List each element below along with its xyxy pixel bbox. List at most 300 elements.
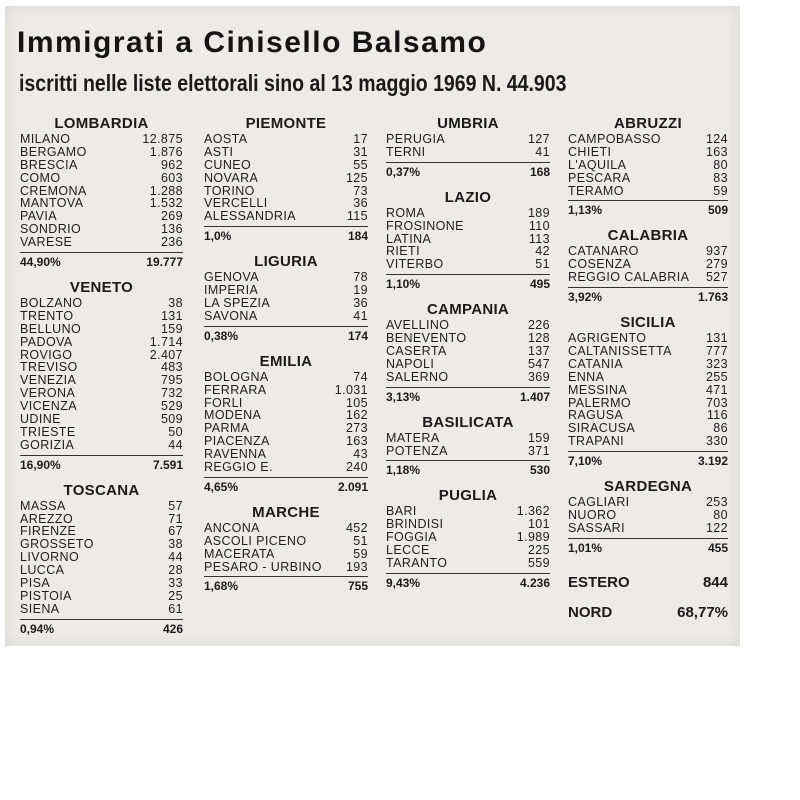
province-name: MESSINA bbox=[568, 382, 628, 397]
province-name: POTENZA bbox=[386, 443, 448, 458]
province-count: 51 bbox=[353, 533, 368, 548]
region-lombardia bbox=[20, 114, 183, 270]
province-name: REGGIO CALABRIA bbox=[568, 270, 690, 285]
region-sardegna bbox=[568, 477, 728, 556]
region-name: TOSCANA bbox=[63, 481, 140, 499]
region-total-row bbox=[386, 164, 550, 180]
divider-line bbox=[204, 326, 368, 327]
province-count: 19 bbox=[353, 283, 368, 298]
divider-line bbox=[568, 451, 728, 452]
province-count: 159 bbox=[160, 321, 183, 336]
province-name: AREZZO bbox=[20, 511, 74, 526]
province-name: FERRARA bbox=[204, 382, 267, 397]
province-row bbox=[568, 371, 728, 384]
province-count: 795 bbox=[160, 373, 183, 388]
divider-line bbox=[20, 619, 183, 620]
province-count: 59 bbox=[713, 183, 728, 198]
province-count: 31 bbox=[353, 144, 368, 159]
province-row bbox=[20, 133, 183, 146]
province-name: TERAMO bbox=[568, 183, 624, 198]
column-4 bbox=[568, 114, 728, 628]
province-count: 1.876 bbox=[149, 144, 183, 159]
nord-row bbox=[568, 598, 728, 628]
divider-line bbox=[386, 162, 550, 163]
region-total: 455 bbox=[707, 540, 728, 555]
region-total: 168 bbox=[529, 164, 550, 179]
province-count: 124 bbox=[705, 132, 728, 146]
province-row bbox=[204, 297, 368, 310]
province-row bbox=[568, 271, 728, 284]
region-name: SICILIA bbox=[620, 314, 676, 332]
divider-line bbox=[20, 455, 183, 456]
province-row bbox=[386, 207, 550, 220]
province-name: SIENA bbox=[20, 601, 60, 616]
region-total-row bbox=[568, 202, 728, 218]
region-total-row bbox=[20, 621, 183, 637]
region-total: 2.091 bbox=[337, 479, 368, 494]
province-count: 323 bbox=[705, 356, 728, 371]
province-name: GROSSETO bbox=[20, 537, 94, 552]
province-count: 529 bbox=[160, 399, 183, 414]
divider-line bbox=[204, 477, 368, 478]
province-name: RIETI bbox=[386, 244, 420, 259]
region-campania bbox=[386, 300, 550, 404]
province-count: 55 bbox=[353, 157, 368, 172]
province-name: MANTOVA bbox=[20, 196, 84, 211]
province-name: RAVENNA bbox=[204, 447, 267, 462]
province-name: LA SPEZIA bbox=[204, 296, 271, 311]
region-total-row bbox=[204, 479, 368, 495]
province-row bbox=[568, 185, 728, 198]
province-count: 17 bbox=[353, 132, 368, 146]
region-percent: 1,13% bbox=[568, 203, 603, 218]
province-row bbox=[20, 439, 183, 452]
nord-label: NORD bbox=[568, 603, 613, 621]
province-row bbox=[204, 371, 368, 384]
province-count: 57 bbox=[168, 498, 183, 513]
divider-line bbox=[568, 538, 728, 539]
province-row bbox=[204, 210, 368, 223]
province-name: SAVONA bbox=[204, 308, 258, 323]
province-row bbox=[568, 509, 728, 522]
province-row bbox=[20, 146, 183, 159]
province-count: 36 bbox=[353, 296, 368, 311]
region-name: UMBRIA bbox=[437, 115, 499, 132]
province-row bbox=[568, 159, 728, 172]
divider-line bbox=[204, 576, 368, 577]
province-count: 371 bbox=[527, 443, 550, 458]
region-percent: 0,37% bbox=[386, 164, 421, 179]
region-percent: 7,10% bbox=[568, 454, 603, 469]
province-count: 703 bbox=[705, 395, 728, 410]
region-name: PUGLIA bbox=[438, 487, 498, 505]
province-name: SONDRIO bbox=[20, 222, 82, 237]
region-percent: 1,68% bbox=[204, 579, 239, 594]
region-name: ABRUZZI bbox=[614, 115, 682, 132]
region-total-row bbox=[20, 457, 183, 473]
province-name: VARESE bbox=[20, 235, 73, 250]
region-total: 426 bbox=[162, 621, 183, 636]
province-row bbox=[20, 590, 183, 603]
province-count: 189 bbox=[527, 205, 550, 220]
province-count: 136 bbox=[160, 222, 183, 237]
region-total: 4.236 bbox=[519, 575, 550, 590]
province-count: 110 bbox=[528, 218, 550, 233]
province-row bbox=[204, 146, 368, 159]
region-percent: 4,65% bbox=[204, 479, 239, 494]
province-count: 163 bbox=[345, 434, 368, 449]
province-count: 163 bbox=[705, 144, 728, 159]
region-total: 174 bbox=[347, 328, 368, 343]
province-name: NAPOLI bbox=[386, 356, 435, 371]
province-name: CALTANISSETTA bbox=[568, 344, 672, 359]
divider-line bbox=[386, 460, 550, 461]
province-name: CATANARO bbox=[568, 244, 639, 259]
province-name: ASCOLI PICENO bbox=[204, 533, 307, 548]
province-row bbox=[204, 535, 368, 548]
province-count: 777 bbox=[705, 344, 728, 359]
province-name: ALESSANDRIA bbox=[204, 209, 296, 224]
region-total-row bbox=[386, 462, 550, 478]
region-toscana bbox=[20, 481, 183, 637]
region-total-row bbox=[568, 453, 728, 469]
province-name: VENEZIA bbox=[20, 373, 77, 388]
province-count: 80 bbox=[713, 157, 728, 172]
province-name: TREVISO bbox=[20, 360, 78, 375]
province-name: REGGIO E. bbox=[204, 460, 273, 475]
province-count: 41 bbox=[535, 144, 550, 159]
province-name: AGRIGENTO bbox=[568, 331, 647, 346]
province-row bbox=[568, 522, 728, 535]
province-name: TERNI bbox=[386, 144, 426, 159]
province-name: BERGAMO bbox=[20, 144, 87, 159]
province-count: 122 bbox=[705, 520, 728, 535]
province-row bbox=[204, 310, 368, 323]
region-basilicata bbox=[386, 413, 550, 479]
province-count: 452 bbox=[345, 520, 368, 535]
province-count: 131 bbox=[705, 331, 728, 346]
province-count: 732 bbox=[160, 386, 183, 401]
province-count: 113 bbox=[528, 231, 550, 246]
province-count: 2.407 bbox=[149, 347, 183, 362]
province-name: TRAPANI bbox=[568, 434, 625, 449]
province-count: 226 bbox=[527, 318, 550, 333]
province-row bbox=[204, 461, 368, 474]
province-name: PISA bbox=[20, 576, 51, 591]
province-count: 236 bbox=[160, 235, 183, 250]
province-count: 125 bbox=[345, 170, 368, 185]
province-name: FROSINONE bbox=[386, 218, 464, 233]
province-count: 547 bbox=[527, 356, 550, 371]
province-count: 471 bbox=[705, 382, 728, 397]
province-count: 61 bbox=[168, 601, 183, 616]
province-name: BELLUNO bbox=[20, 321, 82, 336]
province-row bbox=[568, 345, 728, 358]
province-name: ROMA bbox=[386, 205, 426, 220]
province-row bbox=[568, 358, 728, 371]
province-name: PADOVA bbox=[20, 334, 73, 349]
province-count: 1.714 bbox=[149, 334, 183, 349]
province-name: TARANTO bbox=[386, 556, 448, 571]
column-2 bbox=[204, 114, 368, 602]
province-row bbox=[204, 548, 368, 561]
province-name: L'AQUILA bbox=[568, 157, 627, 172]
region-total-row bbox=[20, 254, 183, 270]
province-name: UDINE bbox=[20, 412, 61, 427]
province-name: IMPERIA bbox=[204, 283, 259, 298]
province-row bbox=[20, 336, 183, 349]
province-row bbox=[568, 172, 728, 185]
province-name: LATINA bbox=[386, 231, 432, 246]
province-count: 86 bbox=[713, 421, 728, 436]
province-name: BARI bbox=[386, 504, 417, 519]
region-name: CALABRIA bbox=[607, 227, 689, 245]
region-lazio bbox=[386, 188, 550, 292]
province-row bbox=[204, 561, 368, 574]
province-row bbox=[20, 426, 183, 439]
region-marche bbox=[204, 503, 368, 595]
region-total: 1.763 bbox=[697, 290, 728, 305]
province-row bbox=[386, 220, 550, 233]
province-name: ROVIGO bbox=[20, 347, 73, 362]
province-count: 159 bbox=[527, 430, 550, 445]
province-name: COMO bbox=[20, 170, 61, 185]
province-row bbox=[386, 358, 550, 371]
province-row bbox=[568, 146, 728, 159]
divider-line bbox=[204, 226, 368, 227]
province-row bbox=[568, 133, 728, 146]
region-total-row bbox=[204, 328, 368, 344]
province-count: 127 bbox=[527, 132, 550, 146]
region-total-row bbox=[568, 289, 728, 305]
region-total: 184 bbox=[347, 229, 368, 244]
province-name: CUNEO bbox=[204, 157, 252, 172]
region-percent: 9,43% bbox=[386, 575, 421, 590]
province-count: 25 bbox=[168, 588, 183, 603]
province-name: MACERATA bbox=[204, 546, 275, 561]
province-count: 559 bbox=[527, 556, 550, 571]
province-count: 42 bbox=[535, 244, 550, 259]
divider-line bbox=[568, 287, 728, 288]
province-name: CREMONA bbox=[20, 183, 87, 198]
province-count: 240 bbox=[345, 460, 368, 475]
region-name: LIGURIA bbox=[254, 253, 318, 271]
region-liguria bbox=[204, 252, 368, 344]
province-name: BRESCIA bbox=[20, 157, 78, 172]
region-name: BASILICATA bbox=[422, 413, 514, 431]
province-count: 253 bbox=[705, 495, 728, 510]
province-name: AVELLINO bbox=[386, 318, 450, 333]
province-count: 36 bbox=[353, 196, 368, 211]
province-row bbox=[204, 522, 368, 535]
divider-line bbox=[386, 573, 550, 574]
province-row bbox=[386, 371, 550, 384]
province-row bbox=[20, 577, 183, 590]
province-name: PARMA bbox=[204, 421, 250, 436]
province-name: CAGLIARI bbox=[568, 495, 630, 510]
region-name: CAMPANIA bbox=[426, 301, 510, 319]
province-row bbox=[386, 133, 550, 146]
province-count: 116 bbox=[706, 408, 728, 423]
province-count: 44 bbox=[168, 437, 183, 452]
province-name: GORIZIA bbox=[20, 437, 75, 452]
estero-label: ESTERO bbox=[568, 573, 630, 591]
province-name: CAMPOBASSO bbox=[568, 132, 661, 146]
region-puglia bbox=[386, 486, 550, 590]
province-count: 193 bbox=[345, 559, 368, 574]
province-name: VITERBO bbox=[386, 257, 444, 272]
region-total: 530 bbox=[529, 463, 550, 478]
province-name: LECCE bbox=[386, 543, 430, 558]
province-name: ANCONA bbox=[204, 520, 260, 535]
province-count: 38 bbox=[168, 296, 183, 311]
province-name: SIRACUSA bbox=[568, 421, 636, 436]
province-name: RAGUSA bbox=[568, 408, 624, 423]
region-percent: 16,90% bbox=[20, 457, 61, 472]
region-total-row bbox=[386, 575, 550, 591]
province-count: 101 bbox=[527, 517, 550, 532]
region-name: MARCHE bbox=[252, 503, 320, 521]
province-name: GENOVA bbox=[204, 270, 259, 285]
province-count: 41 bbox=[353, 308, 368, 323]
province-name: MATERA bbox=[386, 430, 440, 445]
province-count: 1.288 bbox=[149, 183, 183, 198]
region-percent: 1,18% bbox=[386, 463, 421, 478]
province-count: 12.875 bbox=[142, 132, 183, 146]
region-veneto bbox=[20, 278, 183, 473]
column-1 bbox=[20, 114, 183, 645]
province-name: FOGGIA bbox=[386, 530, 438, 545]
region-name: PIEMONTE bbox=[245, 115, 327, 132]
province-row bbox=[20, 297, 183, 310]
province-count: 255 bbox=[705, 369, 728, 384]
divider-line bbox=[386, 274, 550, 275]
province-row bbox=[20, 310, 183, 323]
region-umbria bbox=[386, 114, 550, 180]
province-count: 28 bbox=[168, 563, 183, 578]
province-name: FORLI bbox=[204, 395, 243, 410]
province-name: TORINO bbox=[204, 183, 255, 198]
province-name: LUCCA bbox=[20, 563, 65, 578]
region-percent: 1,10% bbox=[386, 277, 421, 292]
province-row bbox=[386, 345, 550, 358]
province-name: NOVARA bbox=[204, 170, 259, 185]
province-name: PESARO - URBINO bbox=[204, 559, 322, 574]
province-count: 131 bbox=[160, 308, 183, 323]
province-row bbox=[386, 432, 550, 445]
region-abruzzi bbox=[568, 114, 728, 218]
province-name: LIVORNO bbox=[20, 550, 80, 565]
province-name: SALERNO bbox=[386, 369, 449, 384]
province-count: 50 bbox=[168, 424, 183, 439]
region-percent: 0,38% bbox=[204, 328, 239, 343]
region-piemonte bbox=[204, 114, 368, 244]
province-name: BOLOGNA bbox=[204, 369, 269, 384]
province-count: 59 bbox=[353, 546, 368, 561]
province-row bbox=[204, 172, 368, 185]
province-count: 43 bbox=[353, 447, 368, 462]
estero-value: 844 bbox=[702, 573, 728, 591]
province-count: 83 bbox=[713, 170, 728, 185]
province-count: 1.362 bbox=[516, 504, 550, 519]
region-total: 755 bbox=[347, 579, 368, 594]
province-name: CASERTA bbox=[386, 344, 447, 359]
region-total-row bbox=[386, 389, 550, 405]
province-name: VERONA bbox=[20, 386, 76, 401]
province-count: 73 bbox=[353, 183, 368, 198]
province-row bbox=[20, 500, 183, 513]
province-name: MASSA bbox=[20, 498, 66, 513]
province-count: 330 bbox=[705, 434, 728, 449]
region-percent: 1,0% bbox=[204, 229, 232, 244]
province-row bbox=[20, 413, 183, 426]
province-name: VICENZA bbox=[20, 399, 77, 414]
province-name: ASTI bbox=[204, 144, 234, 159]
province-name: PAVIA bbox=[20, 209, 57, 224]
province-row bbox=[386, 557, 550, 570]
province-name: AOSTA bbox=[204, 132, 248, 146]
province-row bbox=[204, 384, 368, 397]
province-name: COSENZA bbox=[568, 257, 632, 272]
province-name: PESCARA bbox=[568, 170, 631, 185]
province-count: 1.989 bbox=[516, 530, 550, 545]
province-name: PALERMO bbox=[568, 395, 631, 410]
province-count: 483 bbox=[160, 360, 183, 375]
province-row bbox=[386, 445, 550, 458]
region-total-row bbox=[386, 276, 550, 292]
region-percent: 44,90% bbox=[20, 255, 61, 270]
province-count: 80 bbox=[713, 508, 728, 523]
province-name: BRINDISI bbox=[386, 517, 444, 532]
province-name: CATANIA bbox=[568, 356, 624, 371]
region-calabria bbox=[568, 226, 728, 305]
region-name: LAZIO bbox=[444, 188, 492, 206]
province-row bbox=[20, 172, 183, 185]
region-total: 3.192 bbox=[697, 454, 728, 469]
province-row bbox=[20, 236, 183, 249]
province-name: TRENTO bbox=[20, 308, 74, 323]
province-row bbox=[386, 146, 550, 159]
estero-row bbox=[568, 568, 728, 598]
province-name: BENEVENTO bbox=[386, 331, 467, 346]
province-name: VERCELLI bbox=[204, 196, 268, 211]
province-count: 44 bbox=[168, 550, 183, 565]
province-row bbox=[20, 603, 183, 616]
province-count: 137 bbox=[527, 344, 550, 359]
column-3 bbox=[386, 114, 550, 599]
province-name: BOLZANO bbox=[20, 296, 83, 311]
province-name: SASSARI bbox=[568, 520, 625, 535]
province-count: 33 bbox=[168, 576, 183, 591]
divider-line bbox=[568, 200, 728, 201]
province-count: 115 bbox=[346, 209, 368, 224]
province-name: PIACENZA bbox=[204, 434, 270, 449]
region-sicilia bbox=[568, 313, 728, 469]
region-total: 495 bbox=[529, 277, 550, 292]
region-total: 1.407 bbox=[519, 389, 550, 404]
region-total-row bbox=[204, 578, 368, 594]
region-total-row bbox=[204, 228, 368, 244]
province-name: MODENA bbox=[204, 408, 262, 423]
region-percent: 0,94% bbox=[20, 621, 55, 636]
province-count: 78 bbox=[353, 270, 368, 285]
province-count: 38 bbox=[168, 537, 183, 552]
province-count: 273 bbox=[345, 421, 368, 436]
province-row bbox=[20, 323, 183, 336]
province-count: 369 bbox=[527, 369, 550, 384]
region-total: 7.591 bbox=[152, 457, 183, 472]
province-name: NUORO bbox=[568, 508, 617, 523]
